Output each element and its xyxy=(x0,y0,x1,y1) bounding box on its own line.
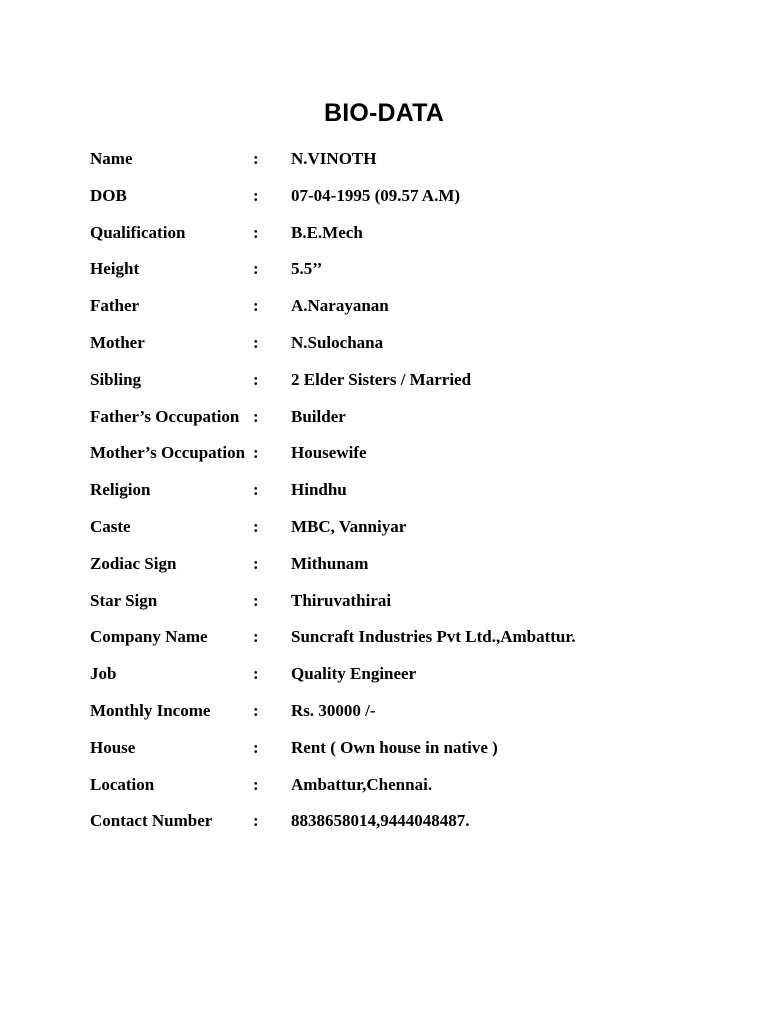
field-label: House xyxy=(90,737,136,757)
field-value: Mithunam xyxy=(291,553,369,573)
field-separator: : xyxy=(253,700,259,720)
field-separator: : xyxy=(253,590,259,610)
field-label: Mother xyxy=(90,332,145,352)
field-label: Name xyxy=(90,149,133,168)
field-row-mother xyxy=(90,330,730,367)
field-label: Father’s Occupation xyxy=(90,406,240,426)
field-separator: : xyxy=(253,406,259,426)
field-row-company-name xyxy=(90,624,730,661)
field-separator: : xyxy=(253,222,259,242)
field-value: 5.5’’ xyxy=(291,259,323,279)
field-label: Height xyxy=(90,259,140,279)
field-label: Location xyxy=(90,774,155,794)
field-separator: : xyxy=(253,627,259,647)
field-value: Ambattur,Chennai. xyxy=(291,774,433,794)
field-separator: : xyxy=(253,480,259,500)
field-label: Star Sign xyxy=(90,590,158,610)
field-separator: : xyxy=(253,332,259,352)
field-row-sibling xyxy=(90,367,730,404)
field-row-contact-number xyxy=(90,808,730,845)
field-separator: : xyxy=(253,443,259,463)
field-separator: : xyxy=(253,516,259,536)
field-row-monthly-income xyxy=(90,698,730,735)
field-label: Contact Number xyxy=(90,811,213,831)
field-label: Sibling xyxy=(90,369,142,389)
field-separator: : xyxy=(253,553,259,573)
field-label: Job xyxy=(90,664,117,684)
field-row-height xyxy=(90,256,730,293)
field-label: Company Name xyxy=(90,627,208,647)
field-row-house xyxy=(90,735,730,772)
field-label: Mother’s Occupation xyxy=(90,443,246,463)
field-value: Rent ( Own house in native ) xyxy=(291,737,498,757)
field-row-star-sign xyxy=(90,588,730,625)
field-value: Hindhu xyxy=(291,480,347,500)
field-separator: : xyxy=(253,774,259,794)
field-value: Rs. 30000 /- xyxy=(291,700,376,720)
field-value: N.Sulochana xyxy=(291,332,384,352)
field-row-location xyxy=(90,772,730,809)
document-title: BIO-DATA xyxy=(323,99,445,127)
field-row-caste xyxy=(90,514,730,551)
field-label: DOB xyxy=(90,185,127,205)
field-label: Zodiac Sign xyxy=(90,553,177,573)
field-label: Caste xyxy=(90,516,131,536)
field-value: Housewife xyxy=(291,443,367,463)
field-row-name xyxy=(90,146,730,183)
field-row-qualification xyxy=(90,220,730,257)
field-separator: : xyxy=(253,737,259,757)
field-separator: : xyxy=(253,185,259,205)
field-label: Monthly Income xyxy=(90,700,211,720)
field-row-mothers-occupation xyxy=(90,440,730,477)
field-value: MBC, Vanniyar xyxy=(291,516,407,536)
field-value: Builder xyxy=(291,406,346,426)
field-separator: : xyxy=(253,369,259,389)
field-value: Thiruvathirai xyxy=(291,590,392,610)
field-row-religion xyxy=(90,477,730,514)
field-separator: : xyxy=(253,149,259,168)
field-value: Suncraft Industries Pvt Ltd.,Ambattur. xyxy=(291,627,576,647)
field-separator: : xyxy=(253,811,259,831)
field-row-job xyxy=(90,661,730,698)
field-row-zodiac-sign xyxy=(90,551,730,588)
field-value: 07-04-1995 (09.57 A.M) xyxy=(291,185,461,205)
field-separator: : xyxy=(253,296,259,316)
field-value: 2 Elder Sisters / Married xyxy=(291,369,472,389)
field-row-father xyxy=(90,293,730,330)
field-label: Qualification xyxy=(90,222,186,242)
field-label: Religion xyxy=(90,480,151,500)
field-separator: : xyxy=(253,259,259,279)
field-value: A.Narayanan xyxy=(291,296,389,316)
field-label: Father xyxy=(90,296,140,316)
field-row-fathers-occupation xyxy=(90,404,730,441)
field-value: 8838658014,9444048487. xyxy=(291,811,470,831)
field-value: B.E.Mech xyxy=(291,222,363,242)
field-value: Quality Engineer xyxy=(291,664,417,684)
field-value: N.VINOTH xyxy=(291,149,377,168)
field-row-dob xyxy=(90,183,730,220)
field-separator: : xyxy=(253,664,259,684)
bio-data-fields xyxy=(90,146,730,845)
